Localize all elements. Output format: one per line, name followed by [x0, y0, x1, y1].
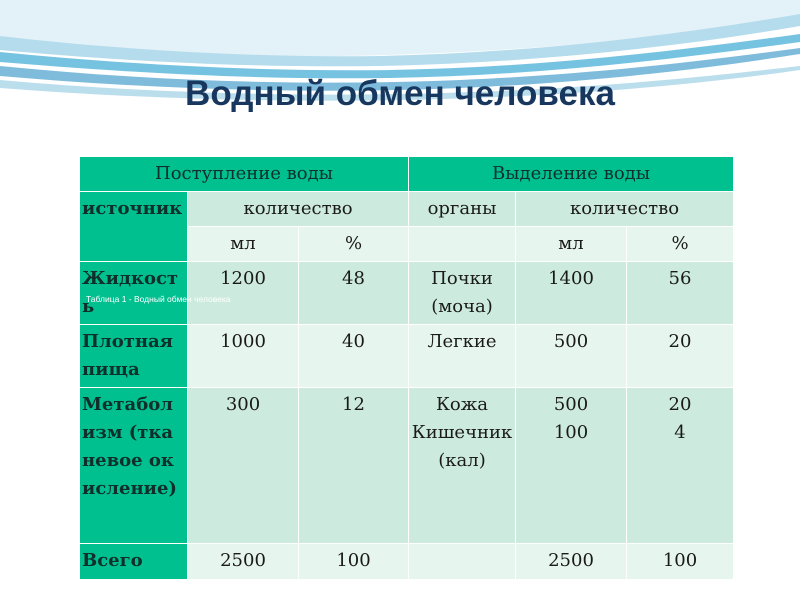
row-organ	[409, 325, 516, 388]
row-pct-in: 100	[299, 544, 409, 580]
row-source: Плотная пища	[80, 325, 188, 388]
row-pct-in: 48	[299, 262, 409, 325]
pct-out-line: 4	[674, 422, 686, 443]
source-header: источник	[80, 192, 188, 262]
row-source: Метаболизм (тканевое окисление)	[80, 388, 188, 544]
table-row	[80, 325, 734, 388]
unit-pct-in: %	[299, 227, 409, 262]
table-caption: Таблица 1 - Водный обмен человека	[86, 294, 231, 304]
table-row	[80, 262, 734, 325]
row-ml-out	[516, 262, 627, 325]
row-ml-out	[516, 325, 627, 388]
pct-out-line: 56	[668, 268, 692, 289]
ml-out-line: 500	[553, 394, 589, 415]
row-pct-out	[627, 262, 734, 325]
unit-pct-out: %	[627, 227, 734, 262]
organ-line: Кишечник	[411, 422, 513, 443]
ml-out-line: 2500	[548, 550, 594, 571]
organ-line: Почки	[431, 268, 493, 289]
row-source: Всего	[80, 544, 188, 580]
ml-out-line: 500	[553, 331, 589, 352]
row-pct-out	[627, 388, 734, 544]
pct-out-line: 20	[668, 394, 692, 415]
pct-out-line: 100	[662, 550, 698, 571]
row-ml-in: 1200	[188, 262, 299, 325]
intake-amount-header: количество	[188, 192, 409, 227]
water-balance-table	[79, 156, 734, 580]
organ-line: (кал)	[438, 450, 486, 471]
unit-ml-in: мл	[188, 227, 299, 262]
pct-out-line: 20	[668, 331, 692, 352]
organ-line: (моча)	[431, 296, 493, 317]
row-ml-in: 1000	[188, 325, 299, 388]
row-source: Жидкость	[80, 262, 188, 325]
row-pct-out	[627, 544, 734, 580]
table-row	[80, 544, 734, 580]
row-organ	[409, 544, 516, 580]
row-organ	[409, 388, 516, 544]
row-ml-out	[516, 388, 627, 544]
organs-header: органы	[409, 192, 516, 227]
organ-line: Кожа	[435, 394, 489, 415]
sub-header-row	[80, 192, 734, 227]
row-pct-out	[627, 325, 734, 388]
page-title: Водный обмен человека	[185, 74, 615, 113]
row-ml-in: 2500	[188, 544, 299, 580]
row-organ	[409, 262, 516, 325]
organ-line: Легкие	[427, 331, 497, 352]
row-pct-in: 40	[299, 325, 409, 388]
group-header-row	[80, 157, 734, 192]
row-pct-in: 12	[299, 388, 409, 544]
output-amount-header: количество	[516, 192, 734, 227]
intake-header: Поступление воды	[80, 157, 409, 192]
row-ml-in: 300	[188, 388, 299, 544]
unit-empty	[409, 227, 516, 262]
row-ml-out	[516, 544, 627, 580]
ml-out-line: 100	[553, 422, 589, 443]
output-header: Выделение воды	[409, 157, 734, 192]
ml-out-line: 1400	[548, 268, 594, 289]
table-row	[80, 388, 734, 544]
unit-ml-out: мл	[516, 227, 627, 262]
